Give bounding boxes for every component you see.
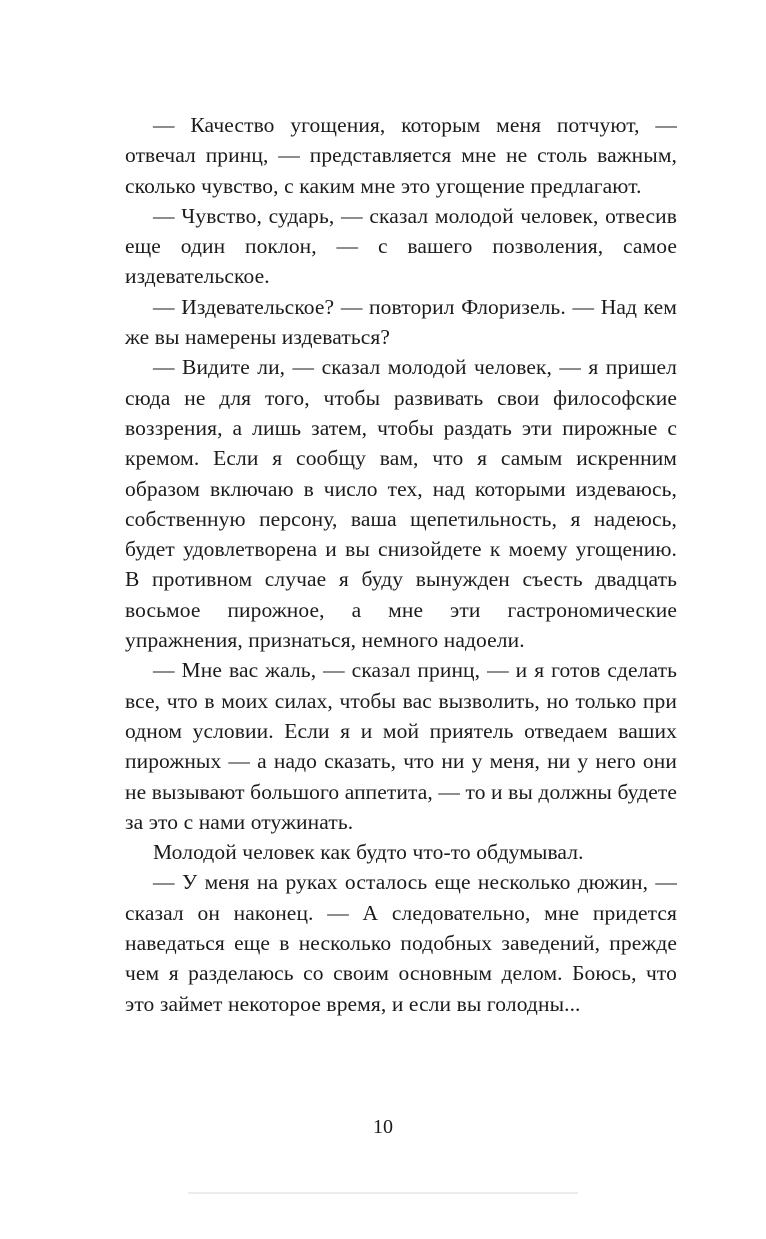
- paragraph: — Мне вас жаль, — сказал принц, — и я готов сделать все, что в моих силах, чтобы вас вызволить, но только при одном условии. Если я и мой приятель отведаем ваших пирожных — а надо сказать, что ни у меня, ни у него они не вызывают большого аппетита, — то и вы должны будете за это с нами отужинать.: [125, 658, 677, 834]
- page-number: 10: [373, 1116, 393, 1138]
- paragraph: — Качество угощения, которым меня потчуют, — отвечал принц, — представляется мне не столь важным, сколько чувство, с каким мне это угощение предлагают.: [125, 113, 677, 198]
- paragraph: — Чувство, сударь, — сказал молодой человек, отвесив еще один поклон, — с вашего позволения, самое издевательское.: [125, 203, 677, 289]
- paragraph: Молодой человек как будто что-то обдумывал.: [153, 840, 584, 865]
- paragraph: — Издевательское? — повторил Флоризель. — Над кем же вы намерены издеваться?: [125, 294, 677, 350]
- bottom-divider-line: [188, 1192, 578, 1194]
- page-text: [125, 110, 677, 1019]
- paragraph: — У меня на руках осталось еще несколько дюжин, — сказал он наконец. — А следовательно, мне придется наведаться еще в несколько подобных заведений, прежде чем я разделаюсь со своим основным делом. Боюсь, что это займет некоторое время, и если вы голодны...: [125, 870, 677, 1016]
- paragraph: — Видите ли, — сказал молодой человек, — я пришел сюда не для того, чтобы развивать свои философские воззрения, а лишь затем, чтобы раздать эти пирожные с кремом. Если я сообщу вам, что я самым искренним образом включаю в число тех, над которыми издеваюсь, собственную персону, ваша щепетильность, я надеюсь, будет удовлетворена и вы снизойдете к моему угощению. В противном случае я буду вынужден съесть двадцать восьмое пирожное, а мне эти гастрономические упражнения, признаться, немного надоели.: [125, 355, 677, 653]
